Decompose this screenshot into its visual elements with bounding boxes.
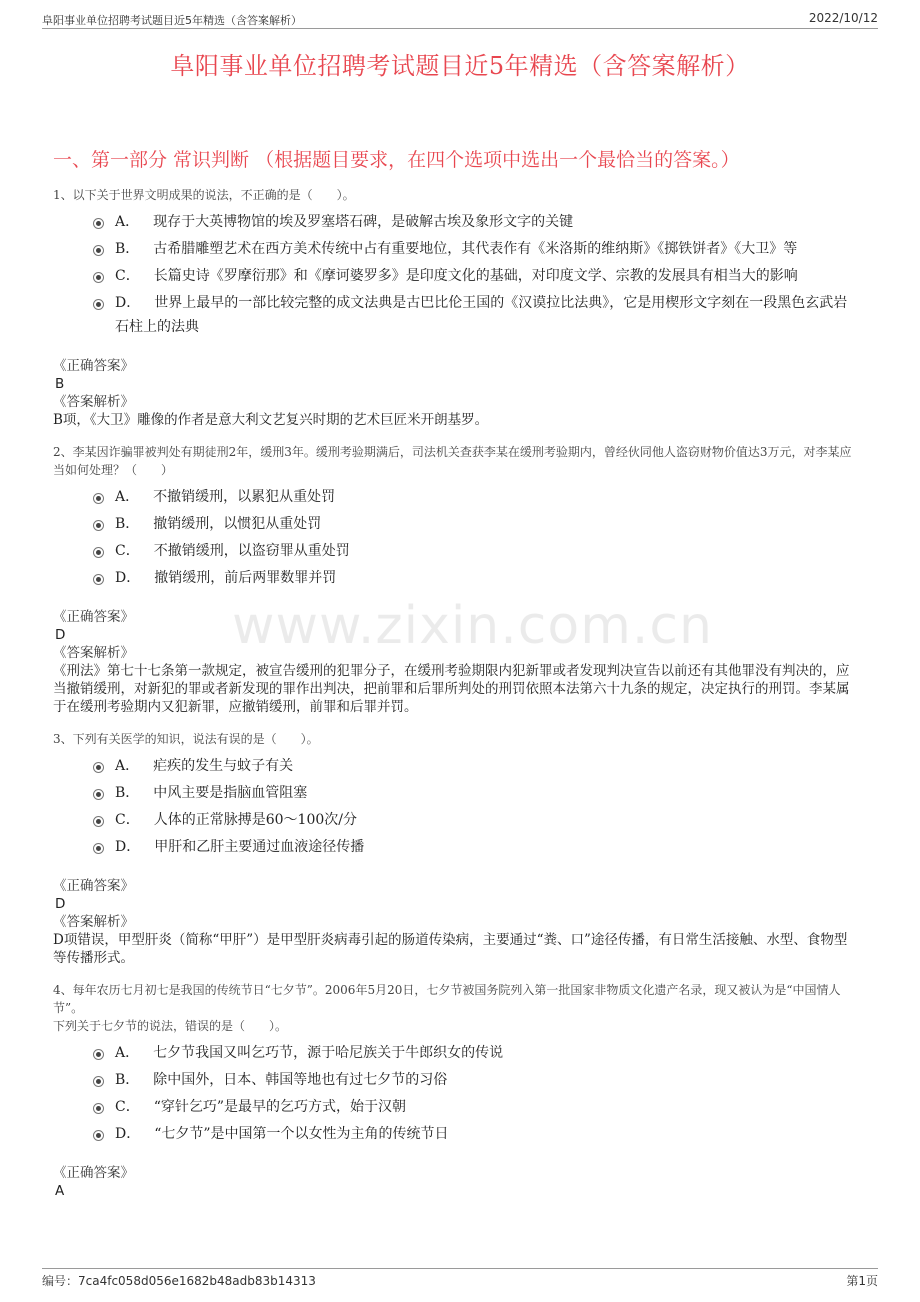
question-4: [53, 981, 859, 1200]
option-b[interactable]: B． 除中国外，日本、韩国等地也有过七夕节的习俗: [53, 1068, 859, 1092]
questions-container: [53, 186, 859, 1200]
answer-block: [53, 357, 859, 429]
radio-icon[interactable]: [93, 1049, 104, 1060]
radio-icon[interactable]: [93, 547, 104, 558]
option-b[interactable]: B． 中风主要是指脑血管阻塞: [53, 781, 859, 805]
options-list: [53, 1041, 859, 1146]
radio-icon[interactable]: [93, 843, 104, 854]
explanation-label: 《答案解析》: [53, 914, 134, 930]
question-stem: 1、以下关于世界文明成果的说法，不正确的是（ ）。: [53, 188, 355, 202]
answer-value: D: [55, 896, 66, 912]
answer-block: [53, 877, 859, 967]
option-c[interactable]: C． “穿针乞巧”是最早的乞巧方式，始于汉朝: [53, 1095, 859, 1119]
radio-icon[interactable]: [93, 245, 104, 256]
answer-block: [53, 1164, 859, 1200]
page-footer: [42, 1268, 878, 1289]
radio-icon[interactable]: [93, 574, 104, 585]
explanation-label: 《答案解析》: [53, 394, 134, 410]
options-list: [53, 210, 859, 339]
explanation-text: 《刑法》第七十七条第一款规定，被宣告缓刑的犯罪分子，在缓刑考验期限内犯新罪或者发现判决宣告以前还有其他罪没有判决的，应当撤销缓刑，对新犯的罪或者新发现的罪作出判决，把前罪和后罪所判处的刑罚依照本法第六十九条的规定，决定执行的刑罚。李某属于在缓刑考验期内又犯新罪，应撤销缓刑，前罪和后罪并罚。: [53, 663, 850, 715]
radio-icon[interactable]: [93, 1130, 104, 1141]
document-code: 编号：7ca4fc058d056e1682b48adb83b14313: [42, 1274, 316, 1288]
page-number: 第1页: [846, 1274, 878, 1288]
option-d[interactable]: D． 世界上最早的一部比较完整的成文法典是古巴比伦王国的《汉谟拉比法典》，它是用楔形文字刻在一段黑色玄武岩石柱上的法典: [53, 291, 859, 339]
answer-label: 《正确答案》: [53, 1165, 134, 1181]
header-date: 2022/10/12: [808, 11, 878, 25]
radio-icon[interactable]: [93, 816, 104, 827]
radio-icon[interactable]: [93, 520, 104, 531]
explanation-label: 《答案解析》: [53, 645, 134, 661]
answer-value: A: [55, 1183, 65, 1199]
page-header: [42, 10, 878, 29]
radio-icon[interactable]: [93, 1103, 104, 1114]
section-title: 一、第一部分 常识判断 （根据题目要求，在四个选项中选出一个最恰当的答案。）: [53, 149, 740, 171]
option-a[interactable]: A． 疟疾的发生与蚊子有关: [53, 754, 859, 778]
radio-icon[interactable]: [93, 1076, 104, 1087]
option-c[interactable]: C． 长篇史诗《罗摩衍那》和《摩诃婆罗多》是印度文化的基础，对印度文学、宗教的发展具有相当大的影响: [53, 264, 859, 288]
watermark: www.zixin.com.cn: [232, 596, 713, 656]
radio-icon[interactable]: [93, 789, 104, 800]
question-1: [53, 186, 859, 429]
question-2: [53, 443, 859, 716]
answer-value: B: [55, 376, 65, 392]
option-b[interactable]: B． 古希腊雕塑艺术在西方美术传统中占有重要地位，其代表作有《米洛斯的维纳斯》《掷铁饼者》《大卫》等: [53, 237, 859, 261]
question-stem: 4、每年农历七月初七是我国的传统节日“七夕节”。2006年5月20日，七夕节被国务院列入第一批国家非物质文化遗产名录，现又被认为是“中国情人节”。 下列关于七夕节的说法，错误的是（ ）。: [53, 983, 841, 1033]
option-a[interactable]: A． 现存于大英博物馆的埃及罗塞塔石碑，是破解古埃及象形文字的关键: [53, 210, 859, 234]
option-a[interactable]: A． 不撤销缓刑，以累犯从重处罚: [53, 485, 859, 509]
options-list: [53, 754, 859, 859]
document-title: 阜阳事业单位招聘考试题目近5年精选（含答案解析）: [170, 52, 750, 80]
option-c[interactable]: C． 不撤销缓刑，以盗窃罪从重处罚: [53, 539, 859, 563]
question-stem: 2、李某因诈骗罪被判处有期徒刑2年，缓刑3年。缓刑考验期满后，司法机关查获李某在缓刑考验期内，曾经伙同他人盗窃财物价值达3万元，对李某应当如何处理？（ ）: [53, 445, 852, 477]
option-b[interactable]: B． 撤销缓刑，以惯犯从重处罚: [53, 512, 859, 536]
radio-icon[interactable]: [93, 762, 104, 773]
option-a[interactable]: A． 七夕节我国又叫乞巧节，源于哈尼族关于牛郎织女的传说: [53, 1041, 859, 1065]
option-d[interactable]: D． 甲肝和乙肝主要通过血液途径传播: [53, 835, 859, 859]
explanation-text: B项，《大卫》雕像的作者是意大利文艺复兴时期的艺术巨匠米开朗基罗。: [53, 412, 489, 428]
answer-label: 《正确答案》: [53, 609, 134, 625]
question-3: [53, 730, 859, 967]
answer-label: 《正确答案》: [53, 878, 134, 894]
radio-icon[interactable]: [93, 493, 104, 504]
answer-block: [53, 608, 859, 716]
question-stem: 3、下列有关医学的知识，说法有误的是（ ）。: [53, 732, 319, 746]
radio-icon[interactable]: [93, 218, 104, 229]
option-c[interactable]: C． 人体的正常脉搏是60～100次/分: [53, 808, 859, 832]
answer-label: 《正确答案》: [53, 358, 134, 374]
explanation-text: D项错误，甲型肝炎（简称“甲肝”）是甲型肝炎病毒引起的肠道传染病，主要通过“粪、口”途径传播，有日常生活接触、水型、食物型等传播形式。: [53, 932, 848, 966]
option-d[interactable]: D． 撤销缓刑，前后两罪数罪并罚: [53, 566, 859, 590]
radio-icon[interactable]: [93, 299, 104, 310]
radio-icon[interactable]: [93, 272, 104, 283]
header-title: 阜阳事业单位招聘考试题目近5年精选（含答案解析）: [42, 14, 302, 27]
option-d[interactable]: D． “七夕节”是中国第一个以女性为主角的传统节日: [53, 1122, 859, 1146]
options-list: [53, 485, 859, 590]
answer-value: D: [55, 627, 66, 643]
